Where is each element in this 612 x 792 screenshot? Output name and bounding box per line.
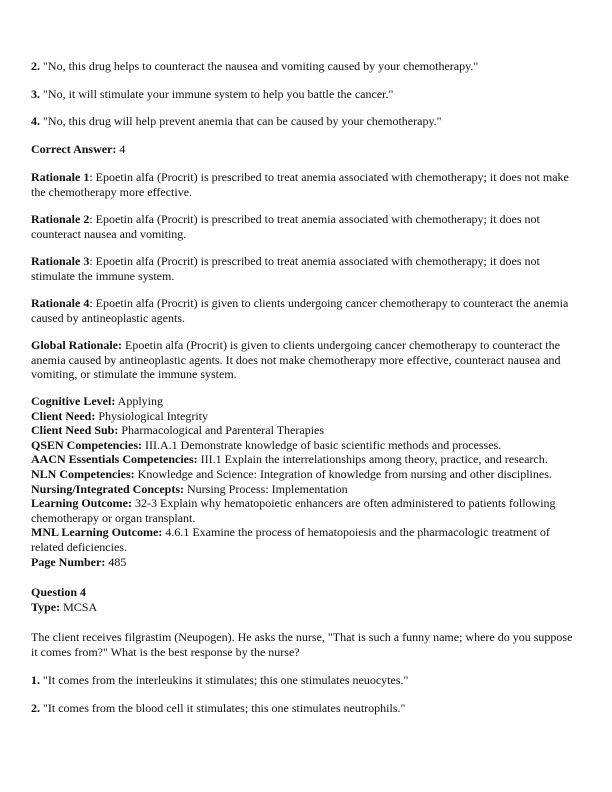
meta-value: 4.6.1 Examine the process of hematopoiesis and the pharmacologic treatment of related deficiencies. xyxy=(31,525,550,554)
question-4-header xyxy=(31,585,576,614)
option-text: "It comes from the blood cell it stimulates; this one stimulates neutrophils." xyxy=(43,701,406,715)
meta-client-need xyxy=(31,409,576,424)
meta-value: III.1 Explain the interrelationships among theory, practice, and research. xyxy=(197,452,548,467)
rationale-1 xyxy=(31,170,576,199)
option-number: 2. xyxy=(31,701,40,715)
q4-answer-option-1 xyxy=(31,673,576,688)
meta-value: Nursing Process: Implementation xyxy=(184,481,348,496)
question-metadata xyxy=(31,394,576,569)
meta-value: Knowledge and Science: Integration of knowledge from nursing and other disciplines. xyxy=(134,466,552,481)
rationale-text: : Epoetin alfa (Procrit) is given to clients undergoing cancer chemotherapy to counteract the anemia caused by antineoplastic agents. xyxy=(31,296,569,325)
rationale-label: Rationale 1 xyxy=(31,170,90,184)
meta-label: Nursing/Integrated Concepts: xyxy=(31,481,184,496)
option-number: 1. xyxy=(31,673,40,687)
global-rationale-label: Global Rationale: xyxy=(31,338,123,352)
rationale-text: : Epoetin alfa (Procrit) is prescribed to treat anemia associated with chemotherapy; it does not stimulate the immune system. xyxy=(31,254,540,283)
meta-label: QSEN Competencies: xyxy=(31,437,142,452)
meta-value: 485 xyxy=(105,554,127,569)
question-type: MCSA xyxy=(60,599,98,614)
meta-mnl-learning-outcome xyxy=(31,525,576,554)
option-number: 2. xyxy=(31,59,40,73)
correct-answer-value: 4 xyxy=(119,142,126,156)
answer-option-3 xyxy=(31,87,576,102)
rationale-3 xyxy=(31,254,576,283)
meta-aacn xyxy=(31,452,576,467)
rationale-label: Rationale 4 xyxy=(31,296,90,310)
rationale-label: Rationale 3 xyxy=(31,254,90,268)
answer-option-2 xyxy=(31,59,576,74)
meta-learning-outcome xyxy=(31,496,576,525)
meta-label: Cognitive Level: xyxy=(31,394,116,408)
rationale-text: : Epoetin alfa (Procrit) is prescribed to treat anemia associated with chemotherapy; it does not counteract nausea and vomiting. xyxy=(31,212,540,241)
correct-answer xyxy=(31,142,576,157)
correct-answer-label: Correct Answer: xyxy=(31,142,117,156)
rationale-2 xyxy=(31,212,576,241)
meta-page-number xyxy=(31,555,576,570)
option-number: 3. xyxy=(31,87,40,101)
meta-label: Learning Outcome: xyxy=(31,496,132,511)
meta-label: Client Need: xyxy=(31,408,96,423)
question-title: Question 4 xyxy=(31,585,87,599)
global-rationale-text: Epoetin alfa (Procrit) is given to clients undergoing cancer chemotherapy to counteract the anemia caused by antineoplastic agents. It does not make chemotherapy more effective, counteract nausea and vomiting, or stimulate the immune system. xyxy=(31,338,561,382)
question-type-label: Type: xyxy=(31,599,61,614)
option-text: "No, it will stimulate your immune system to help you battle the cancer." xyxy=(43,87,394,101)
meta-nursing-concepts xyxy=(31,482,576,497)
question-stem: The client receives filgrastim (Neupogen). He asks the nurse, "That is such a funny name; where do you suppose it comes from?" What is the best response by the nurse? xyxy=(31,630,573,659)
rationale-text: : Epoetin alfa (Procrit) is prescribed to treat anemia associated with chemotherapy; it does not make the chemotherapy more effective. xyxy=(31,170,569,199)
option-text: "No, this drug helps to counteract the nausea and vomiting caused by your chemotherapy." xyxy=(43,59,479,73)
answer-option-4 xyxy=(31,114,576,129)
option-text: "No, this drug will help prevent anemia that can be caused by your chemotherapy." xyxy=(43,114,442,128)
meta-label: AACN Essentials Competencies: xyxy=(31,452,198,467)
rationale-label: Rationale 2 xyxy=(31,212,90,226)
global-rationale xyxy=(31,338,576,382)
meta-label: NLN Competencies: xyxy=(31,466,135,481)
meta-cognitive-level xyxy=(31,394,576,409)
q4-answer-option-2 xyxy=(31,701,576,716)
option-number: 4. xyxy=(31,114,40,128)
meta-value: Applying xyxy=(115,394,163,408)
rationale-4 xyxy=(31,296,576,325)
meta-value: 32-3 Explain why hematopoietic enhancers are often administered to patients following chemotherapy or organ transplant. xyxy=(31,496,556,525)
meta-label: MNL Learning Outcome: xyxy=(31,525,163,540)
meta-client-need-sub xyxy=(31,423,576,438)
meta-value: III.A.1 Demonstrate knowledge of basic scientific methods and processes. xyxy=(142,437,502,452)
meta-nln xyxy=(31,467,576,482)
option-text: "It comes from the interleukins it stimulates; this one stimulates neuocytes." xyxy=(43,673,409,687)
meta-label: Page Number: xyxy=(31,554,106,569)
meta-value: Physiological Integrity xyxy=(95,408,208,423)
meta-label: Client Need Sub: xyxy=(31,423,119,438)
meta-qsen xyxy=(31,438,576,453)
meta-value: Pharmacological and Parenteral Therapies xyxy=(118,423,325,438)
